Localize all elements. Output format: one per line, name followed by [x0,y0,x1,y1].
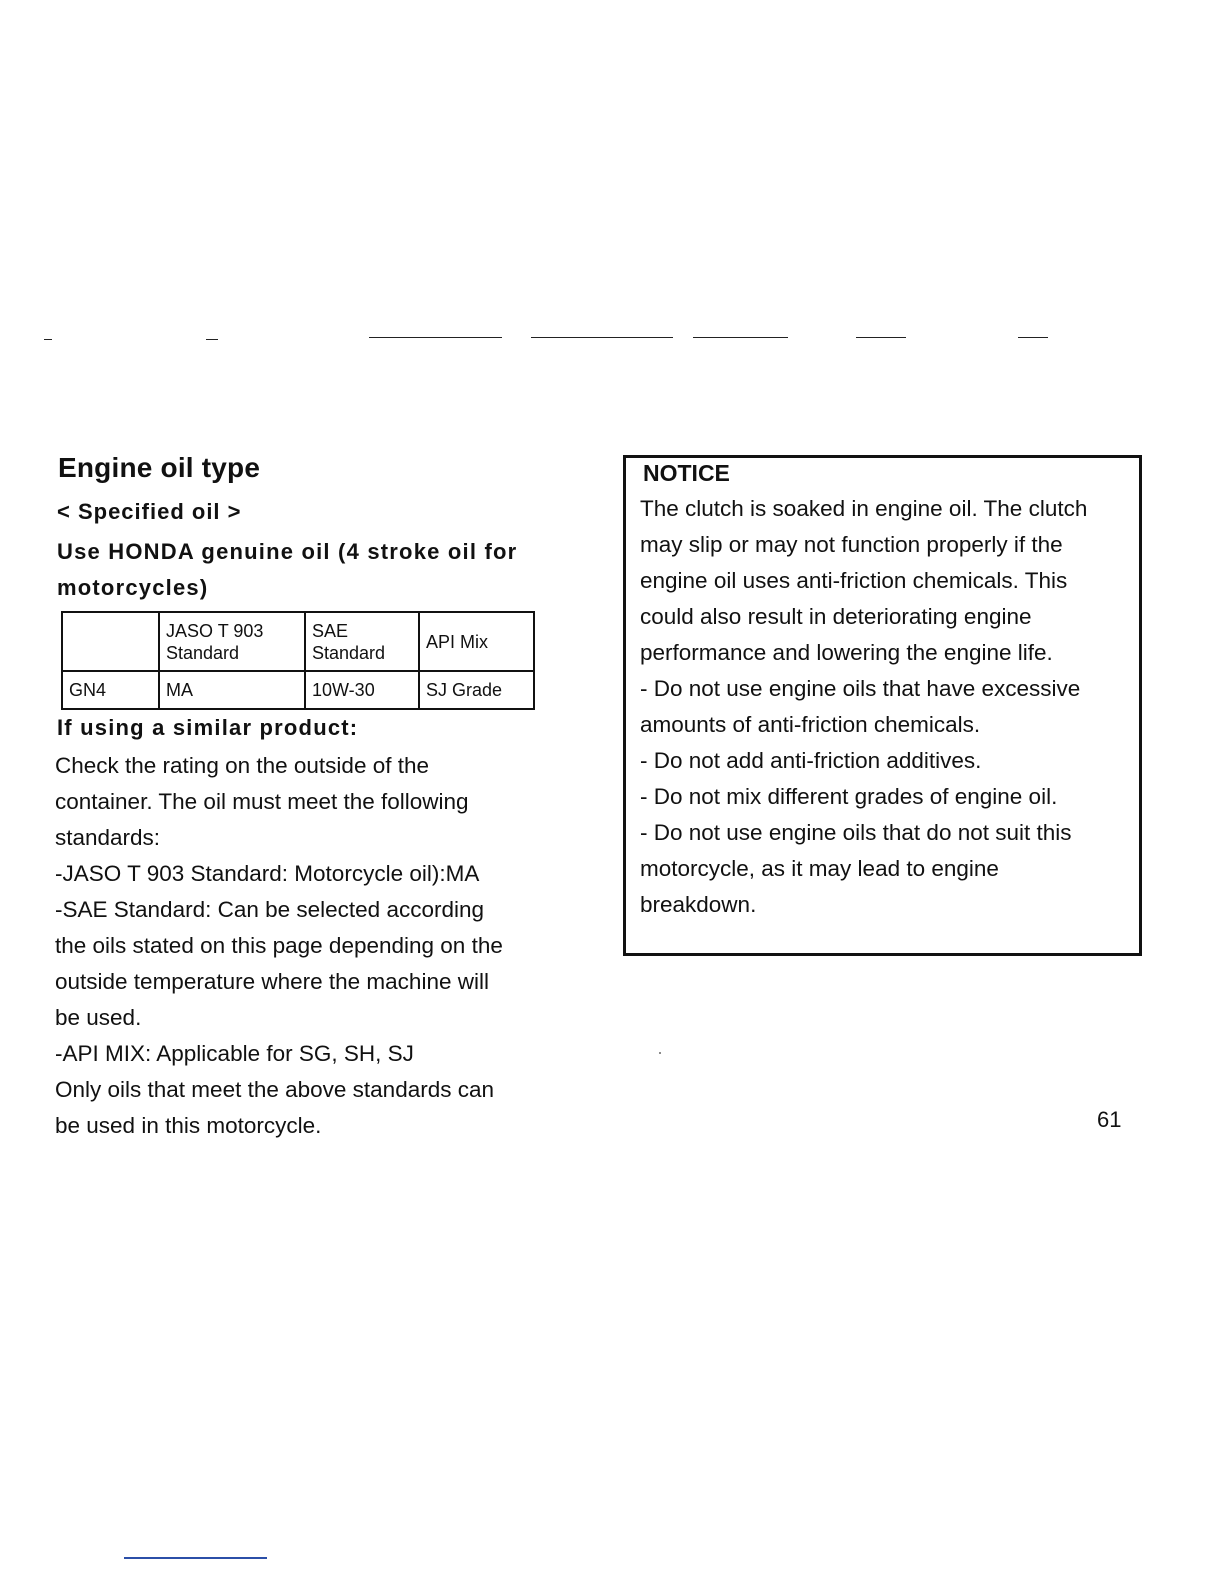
text-line: standards: [55,825,161,850]
page-number: 61 [1097,1107,1122,1132]
table-header-api: API Mix [419,612,534,671]
text-line: -SAE Standard: Can be selected according [55,897,485,922]
table-cell-jaso: MA [159,671,305,709]
specified-oil-subtitle: < Specified oil > [57,499,242,524]
bottom-blue-rule [124,1557,267,1559]
table-header-jaso [159,612,305,671]
notice-line: - Do not mix different grades of engine oil. [640,784,1058,809]
text-line: Check the rating on the outside of the [55,753,429,778]
text-line: -API MIX: Applicable for SG, SH, SJ [55,1041,414,1066]
text-line: the oils stated on this page depending on the [55,933,503,958]
notice-line: - Do not add anti-friction additives. [640,748,982,773]
table-header-jaso-line1: JASO T 903 [166,620,264,641]
notice-line: performance and lowering the engine life. [640,640,1053,665]
table-row [62,671,534,709]
table-cell-model: GN4 [62,671,159,709]
notice-text [640,491,1140,923]
page-title: Engine oil type [58,452,261,483]
honda-oil-instruction: Use HONDA genuine oil (4 stroke oil for motorcycles) [57,539,518,600]
table-header-sae-line2: Standard [312,642,386,663]
text-line: Only oils that meet the above standards can [55,1077,495,1102]
notice-line: breakdown. [640,892,757,917]
notice-line: engine oil uses anti-friction chemicals. This [640,568,1068,593]
oil-spec-table [61,611,535,710]
text-line: outside temperature where the machine will [55,969,489,994]
similar-product-text [55,748,570,1144]
table-header-empty [62,612,159,671]
table-header-sae-line1: SAE [312,620,349,641]
notice-title: NOTICE [643,460,730,486]
table-cell-api: SJ Grade [419,671,534,709]
notice-line: could also result in deteriorating engine [640,604,1032,629]
text-line: container. The oil must meet the following [55,789,469,814]
text-line: be used in this motorcycle. [55,1113,322,1138]
notice-line: - Do not use engine oils that do not suit this [640,820,1072,845]
scan-speck [659,1052,661,1054]
table-header-jaso-line2: Standard [166,642,240,663]
table-cell-sae: 10W-30 [305,671,419,709]
text-line: be used. [55,1005,142,1030]
notice-line: amounts of anti-friction chemicals. [640,712,981,737]
notice-line: may slip or may not function properly if the [640,532,1063,557]
similar-product-heading: If using a similar product: [57,715,359,740]
divider-dash-2 [206,339,218,340]
notice-box [623,455,1142,956]
table-header-row [62,612,534,671]
divider-dash-7 [1018,337,1048,338]
divider-dash-1 [44,339,52,340]
divider-dash-6 [856,337,906,338]
divider-dash-3 [369,337,502,338]
text-line: -JASO T 903 Standard: Motorcycle oil):MA [55,861,480,886]
divider-dash-5 [693,337,788,338]
notice-line: - Do not use engine oils that have excessive [640,676,1081,701]
notice-line: The clutch is soaked in engine oil. The clutch [640,496,1088,521]
table-header-sae [305,612,419,671]
divider-dash-4 [531,337,673,338]
notice-line: motorcycle, as it may lead to engine [640,856,999,881]
